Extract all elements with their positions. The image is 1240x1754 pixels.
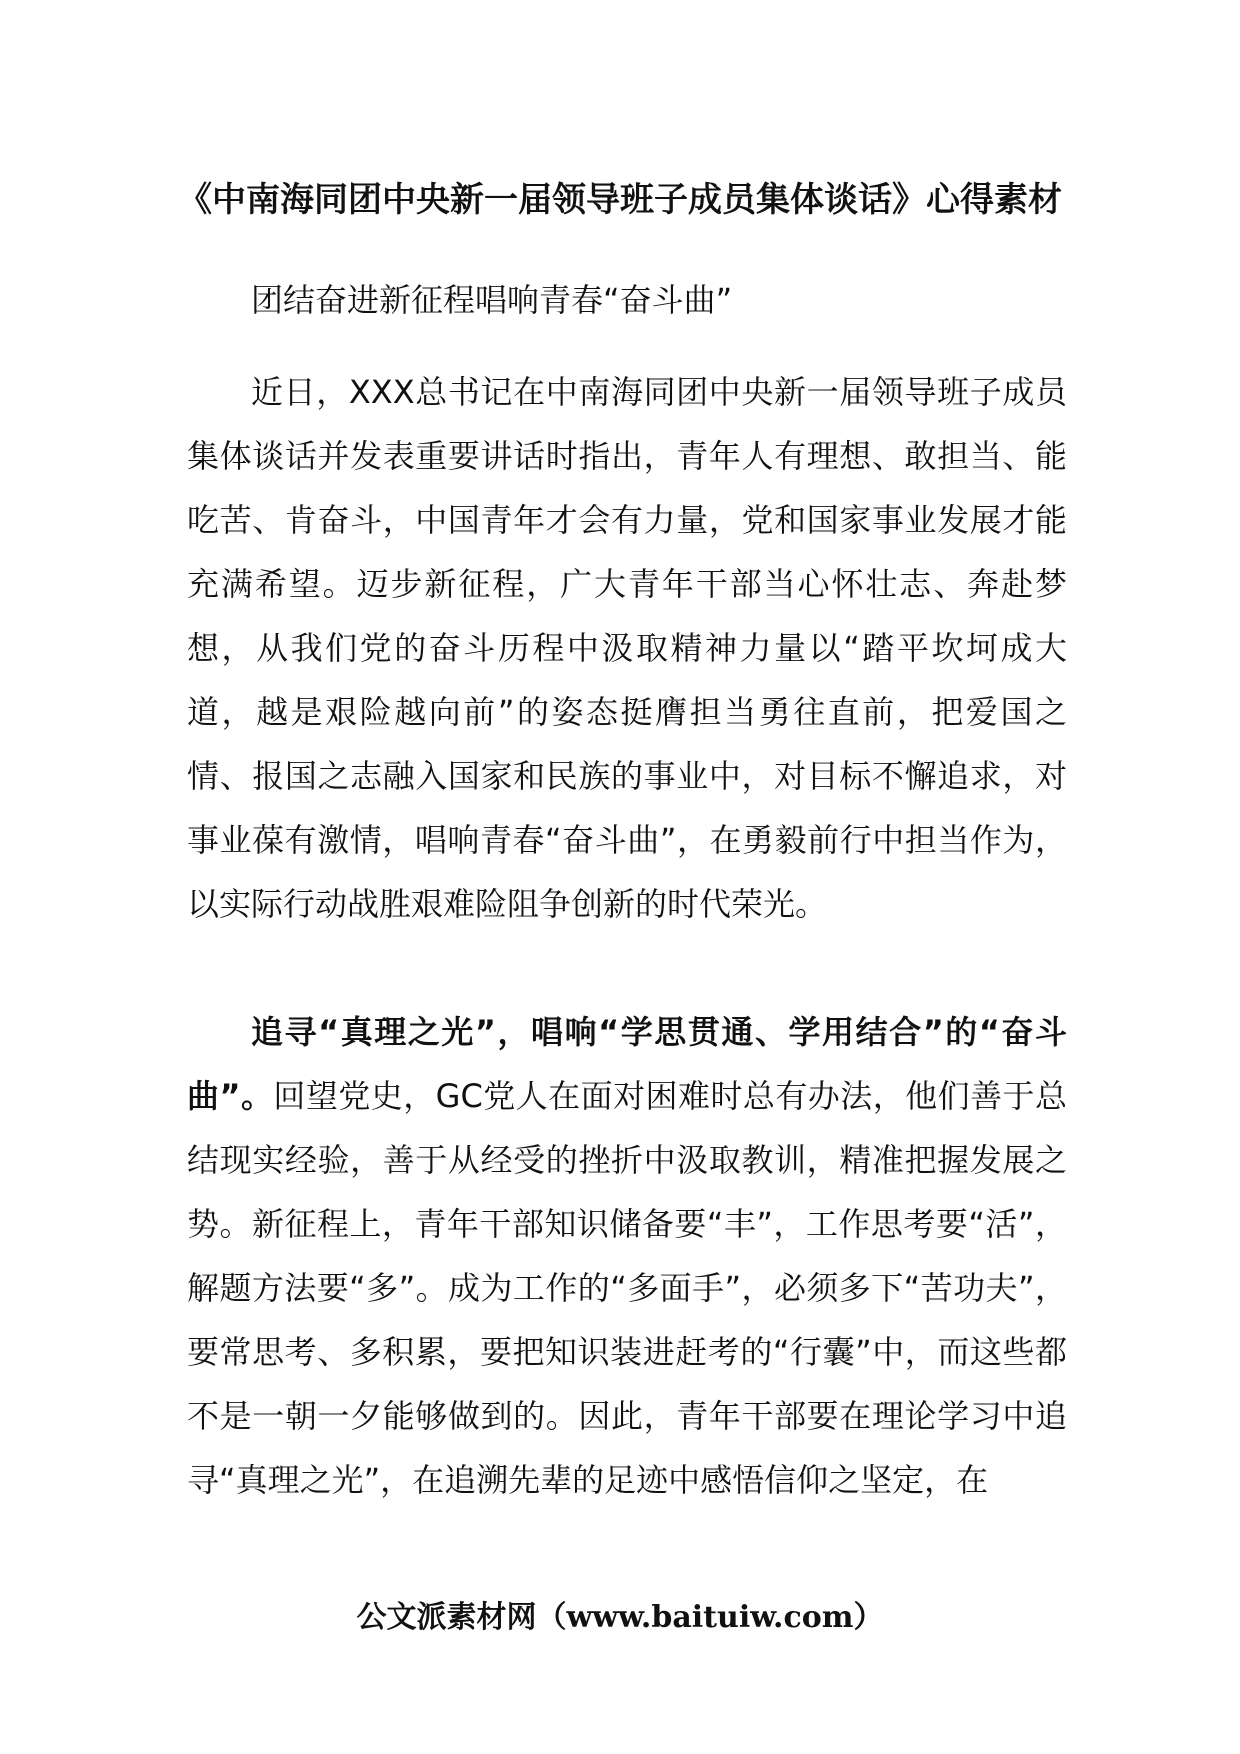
- paragraph-2-heading: 追寻“真理之光”，唱响“学思贯通、学用结合”的“奋斗曲”。: [187, 1013, 1067, 1115]
- document-subtitle: 团结奋进新征程唱响青春“奋斗曲”: [251, 281, 733, 319]
- footer-source: 公文派素材网（www.baituiw.com）: [356, 1600, 884, 1635]
- paragraph-2-body: 回望党史，GC党人在面对困难时总有办法，他们善于总结现实经验，善于从经受的挫折中汲取教训，精准把握发展之势。新征程上，青年干部知识储备要“丰”，工作思考要“活”，解题方法要“多”。成为工作的“多面手”，必须多下“苦功夫”，要常思考、多积累，要把知识装进赶考的“行囊”中，而这些都不是一朝一夕能够做到的。因此，青年干部要在理论学习中追寻“真理之光”，在追溯先辈的足迹中感悟信仰之坚定，在: [187, 1077, 1067, 1499]
- paragraph-2: [187, 1000, 1067, 1512]
- paragraph-1: 近日，XXX总书记在中南海同团中央新一届领导班子成员集体谈话并发表重要讲话时指出，青年人有理想、敢担当、能吃苦、肯奋斗，中国青年才会有力量，党和国家事业发展才能充满希望。迈步新征程，广大青年干部当心怀壮志、奔赴梦想，从我们党的奋斗历程中汲取精神力量以“踏平坎坷成大道，越是艰险越向前”的姿态挺膺担当勇往直前，把爱国之情、报国之志融入国家和民族的事业中，对目标不懈追求，对事业葆有激情，唱响青春“奋斗曲”，在勇毅前行中担当作为，以实际行动战胜艰难险阻争创新的时代荣光。: [187, 373, 1067, 923]
- document-title: 《中南海同团中央新一届领导班子成员集体谈话》心得素材: [178, 180, 1062, 220]
